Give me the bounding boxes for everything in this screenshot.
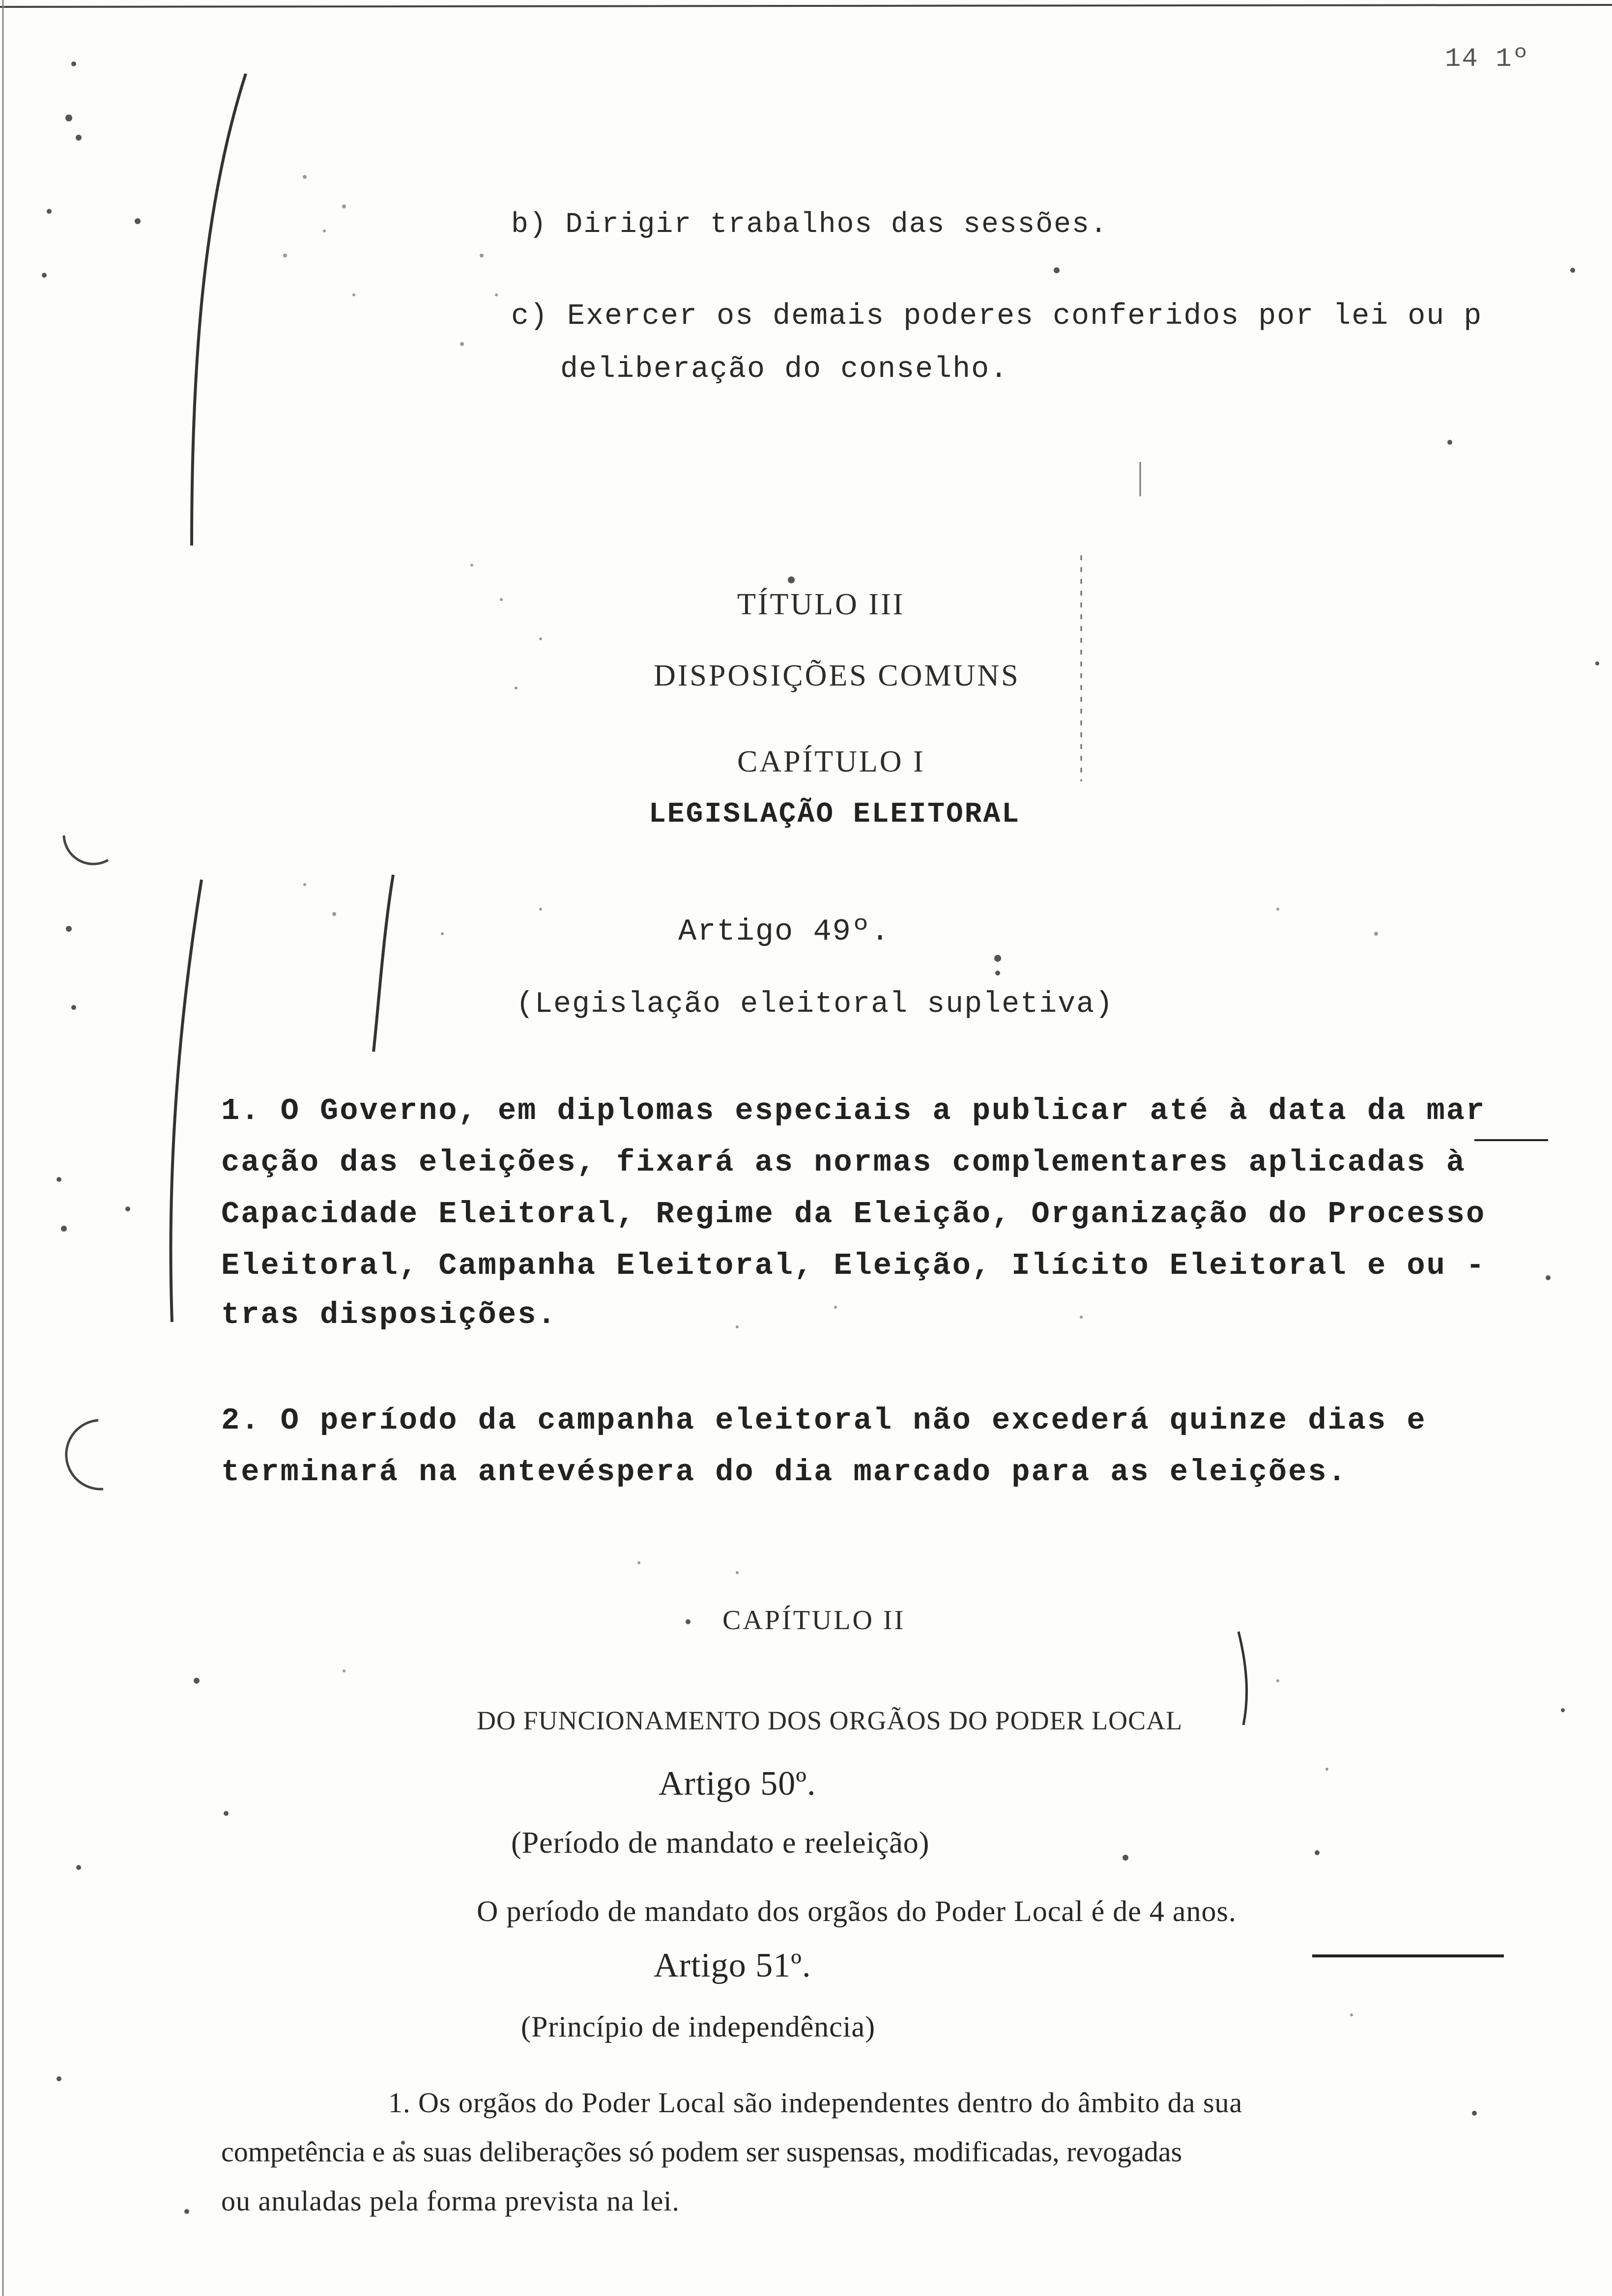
capitulo-1-heading: CAPÍTULO I [737,745,925,778]
text-line: Eleitoral, Campanha Eleitoral, Eleição, Ilícito Eleitoral e ou - [221,1248,1486,1283]
pen-stroke-right [1238,1632,1247,1725]
capitulo-2-heading: CAPÍTULO II [722,1605,906,1636]
text-line: tras disposições. [221,1297,557,1332]
text-line: terminará na antevéspera do dia marcado para as eleições. [221,1455,1348,1490]
text-line: cação das eleições, fixará as normas complementares aplicadas à [221,1145,1466,1180]
punch-hole-bottom [66,1420,103,1489]
text-line: 1. Os orgãos do Poder Local são independentes dentro do âmbito da sua [388,2087,1243,2119]
top-edge-line [0,5,1612,7]
artigo-50-subtitle: (Período de mandato e reeleição) [511,1826,930,1860]
artigo-50-heading: Artigo 50º. [659,1765,816,1803]
artigo-49-heading: Artigo 49º. [678,914,891,949]
pen-stroke-mid [374,875,393,1052]
capitulo-2-subheading: DO FUNCIONAMENTO DOS ORGÃOS DO PODER LOCAL [477,1706,1183,1735]
pen-stroke-top [192,74,246,545]
text-line: ou anuladas pela forma prevista na lei. [221,2185,680,2217]
text-line: 1. O Governo, em diplomas especiais a publicar até à data da mar [221,1093,1486,1128]
item-c-line1: c) Exercer os demais poderes conferidos por lei ou p [511,300,1483,333]
text-line: 2. O período da campanha eleitoral não excederá quinze dias e [221,1403,1427,1438]
page-number: 14 1º [1445,44,1530,74]
punch-hole-top [64,835,108,864]
text-line: competência e as suas deliberações só podem ser suspensas, modificadas, revogadas [221,2136,1182,2168]
item-b: b) Dirigir trabalhos das sessões. [511,209,1108,241]
artigo-50-text: O período de mandato dos orgãos do Poder Local é de 4 anos. [477,1895,1237,1927]
text-line: Capacidade Eleitoral, Regime da Eleição, Organização do Processo [221,1197,1486,1232]
titulo-subheading: DISPOSIÇÕES COMUNS [654,659,1020,692]
artigo-49-subtitle: (Legislação eleitoral supletiva) [516,988,1114,1021]
capitulo-1-subheading: LEGISLAÇÃO ELEITORAL [649,799,1021,831]
titulo-heading: TÍTULO III [737,588,905,621]
pen-stroke-left [171,880,202,1322]
item-c-line2: deliberação do conselho. [560,353,1009,386]
artigo-51-heading: Artigo 51º. [654,1947,811,1984]
artigo-51-subtitle: (Princípio de independência) [521,2010,876,2043]
